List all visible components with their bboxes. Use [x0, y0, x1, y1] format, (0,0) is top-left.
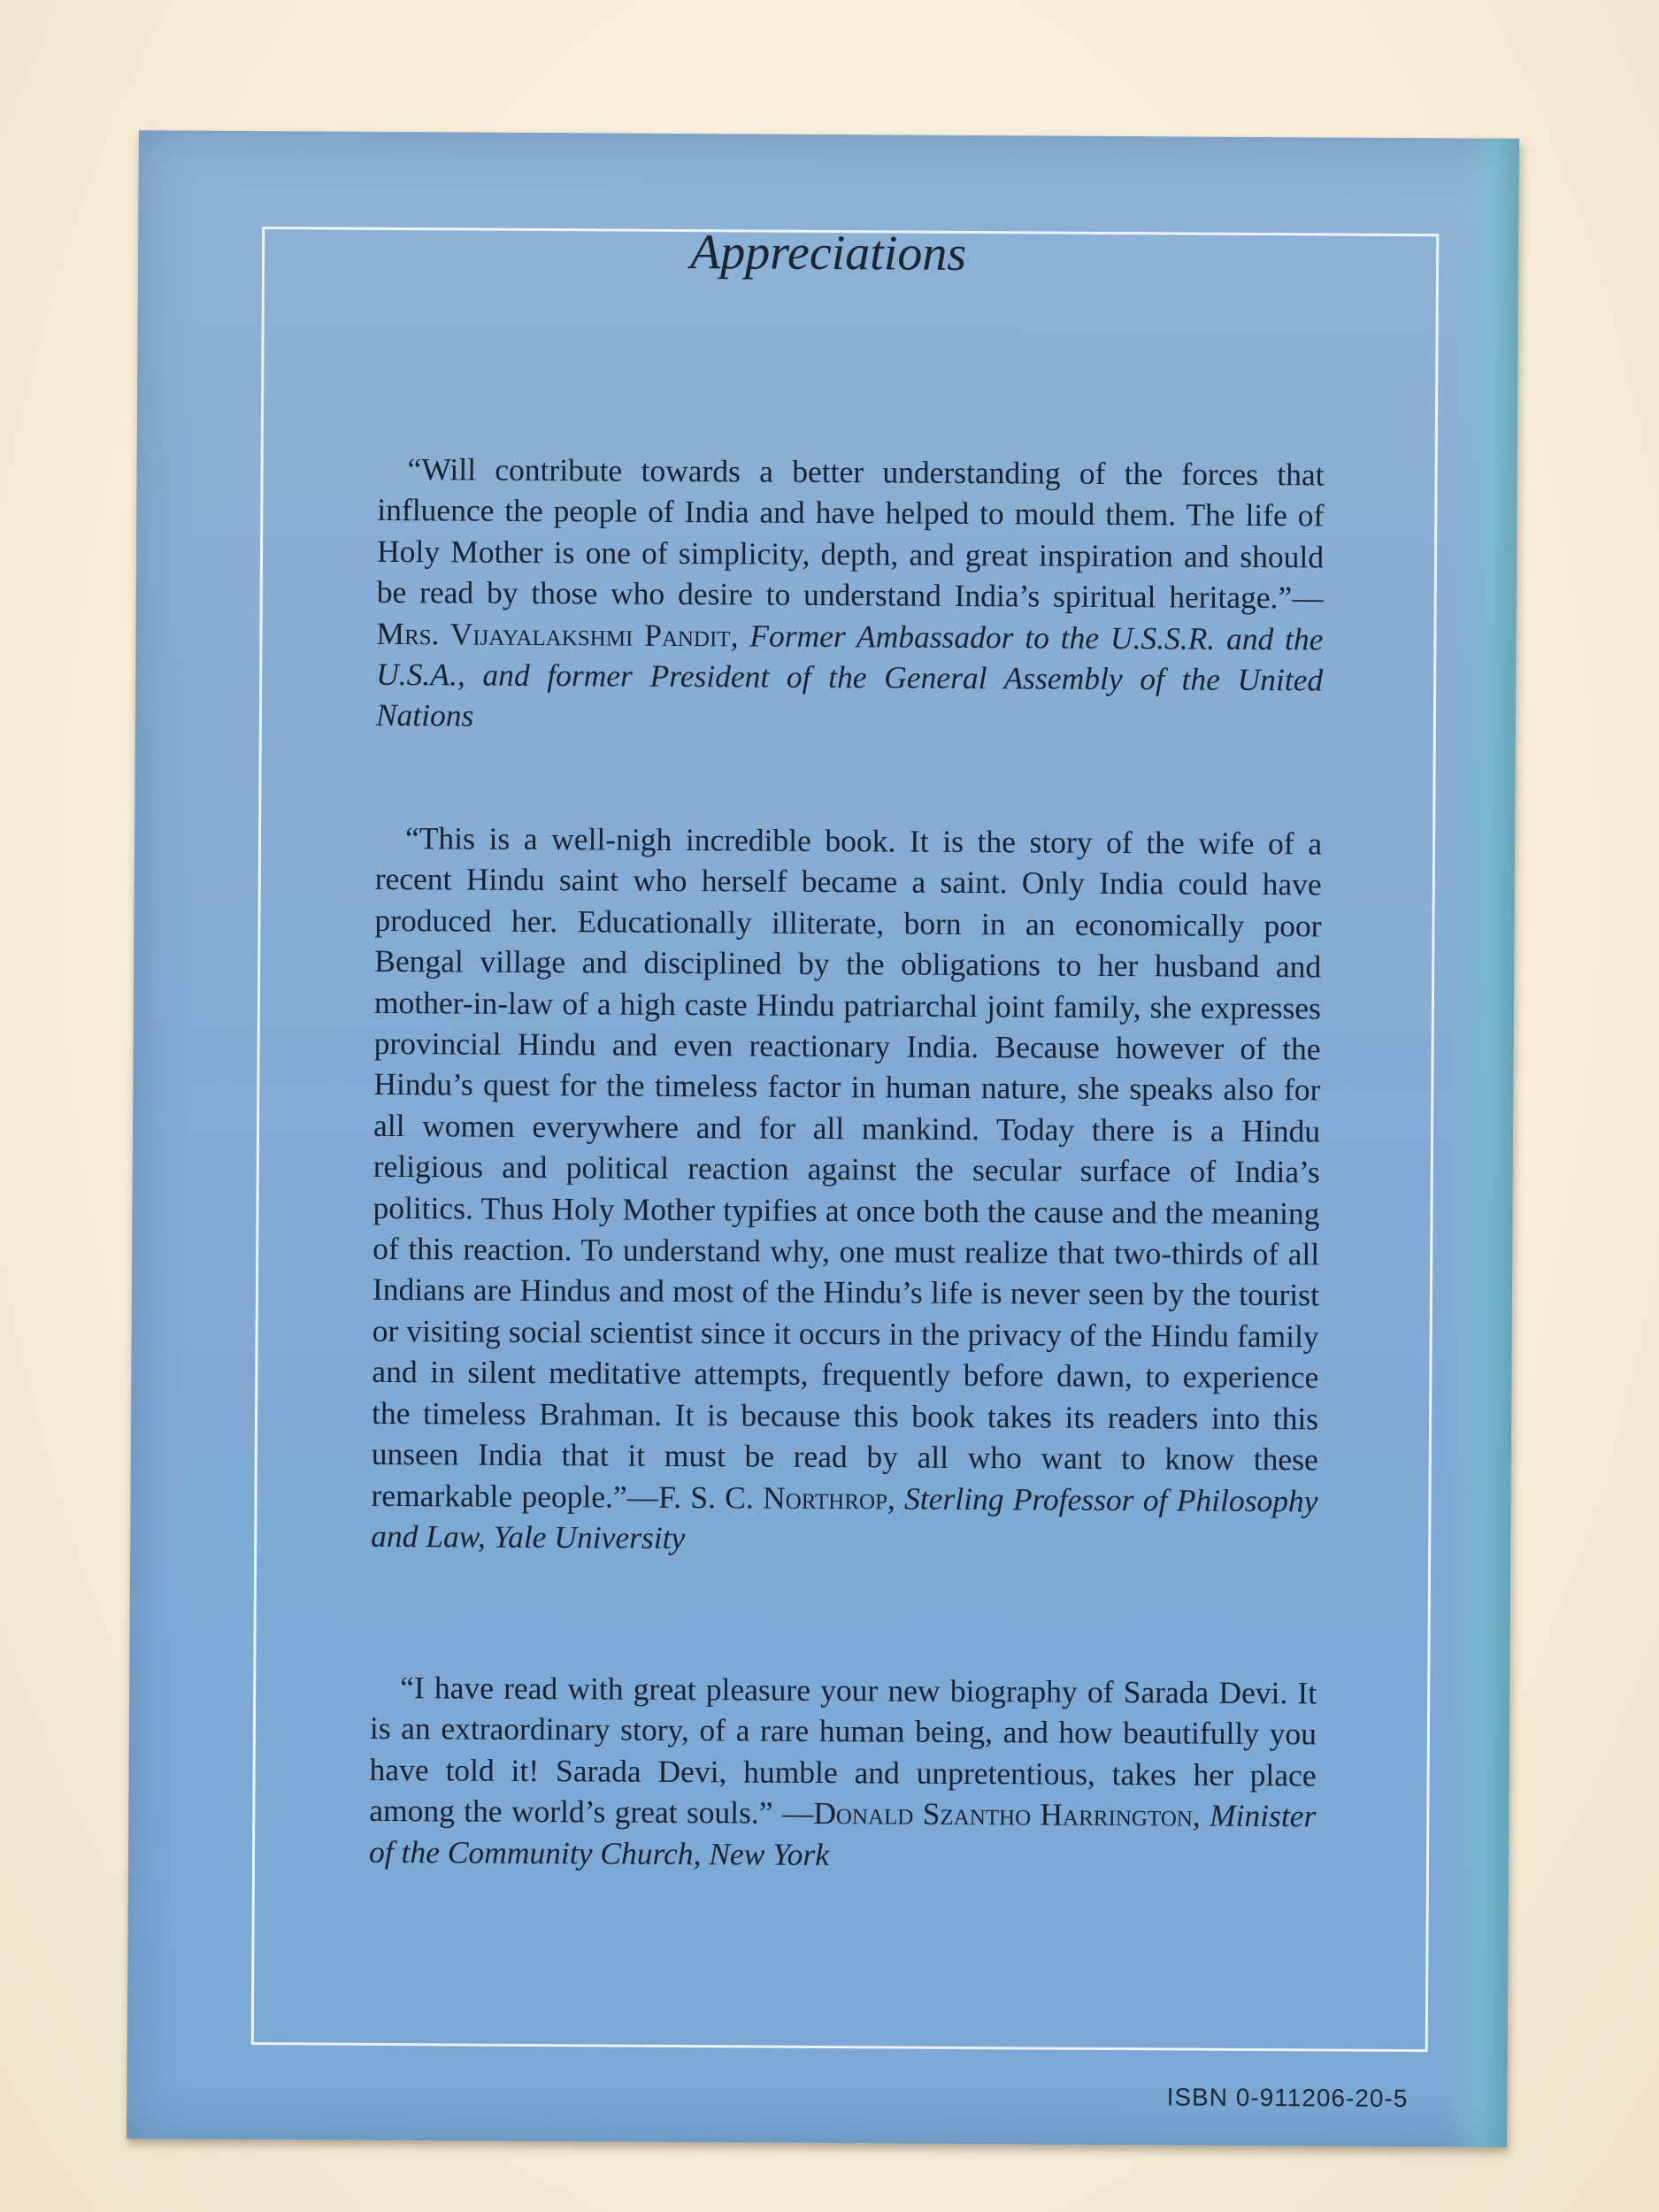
- quote-text: “Will contribute towards a better understanding of the forces that influence the people of India and have helped to mould them. The life of Holy Mother is one of simplicity, depth, and great inspiration and should be read by those who desire to understand India’s spiritual heritage.”—: [376, 451, 1325, 616]
- quote-affiliation: , Sterling Professor of Philosophy and Law, Yale University: [371, 1479, 1318, 1555]
- quote-affiliation: , Former Ambassador to the U.S.S.R. and the U.S.A., and former President of the General Assembly of the United Nations: [375, 617, 1324, 734]
- quote-text: “This is a well-nigh incredible book. It is the story of the wife of a recent Hindu saint who herself became a saint. Only India could have produced her. Educationally illiterate, born in an economically poor Bengal village and disciplined by the obligations to her husband and mother-in-law of a high caste Hindu patriarchal joint family, she expresses provincial Hindu and even reactionary India. Because however of the Hindu’s quest for the timeless factor in human nature, she speaks also for all women everywhere and for all mankind. Today there is a Hindu religious and political reaction against the secular surface of India’s politics. Thus Holy Mother typifies at once both the cause and the meaning of this reaction. To understand why, one must realize that two-thirds of all Indians are Hindus and most of the Hindu’s life is never seen by the tourist or visiting social scientist since it occurs in the privacy of the Hindu family and in silent meditative attempts, frequently before dawn, to experience the timeless Brahman. It is because this book takes its readers into this unseen India that it must be read by all who want to know these remarkable people.”—: [371, 820, 1323, 1515]
- book-back-cover: [127, 130, 1519, 2147]
- blurb-quote: [376, 449, 1325, 741]
- quote-author: F. S. C. Northrop: [658, 1479, 888, 1516]
- quote-text: “I have read with great pleasure your new biography of Sarada Devi. It is an extraordinary story, of a rare human being, and how beautifully you have told it! Sarada Devi, humble and unpretentious, takes her place among the world’s great souls.” —: [369, 1670, 1317, 1832]
- blurb-quote: [371, 818, 1322, 1563]
- quote-author: Mrs. Vijayalakshmi Pandit: [376, 615, 731, 653]
- quote-author: Donald Szantho Harrington: [813, 1795, 1194, 1833]
- page-title: Appreciations: [689, 225, 967, 281]
- quote-affiliation: , Minister of the Community Church, New York: [368, 1797, 1317, 1872]
- blurb-quote: [369, 1667, 1317, 1878]
- isbn-label: ISBN 0-911206-20-5: [1166, 2083, 1409, 2113]
